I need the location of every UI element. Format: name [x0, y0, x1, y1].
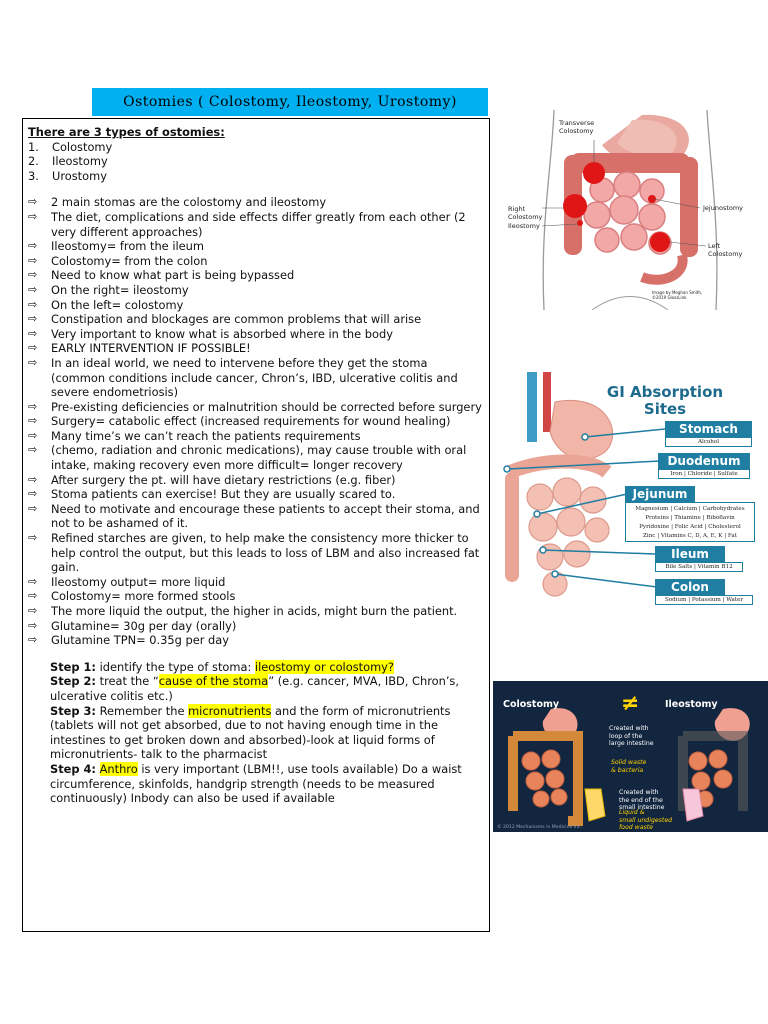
label-right-colostomy: Right Colostomy [508, 205, 543, 221]
arrow-icon: ⇨ [28, 414, 38, 428]
bullet-text: In an ideal world, we need to intervene before they get the stoma (common conditions include cancer, Chron’s, IBD, ulcerative colitis and severe endometriosis) [51, 355, 458, 400]
type-text: Colostomy [52, 139, 113, 154]
type-text: Urostomy [52, 168, 107, 183]
colostomy-vs-ileostomy-figure [493, 681, 768, 832]
step-4 [50, 762, 483, 806]
bullet-text: Very important to know what is absorbed where in the body [51, 326, 393, 341]
arrow-icon: ⇨ [28, 253, 38, 267]
arrow-icon: ⇨ [28, 574, 38, 588]
colostomy-title: Colostomy [503, 699, 560, 710]
arrow-icon: ⇨ [28, 589, 38, 603]
nutrients-ileum: Bile Salts | Vitamin B12 [655, 562, 743, 572]
bullet-item [28, 195, 483, 210]
arrow-icon: ⇨ [28, 604, 38, 617]
arrow-icon: ⇨ [28, 239, 38, 253]
bullet-item [28, 239, 483, 254]
ileostomy-waste-text: Liquid & small undigested food waste [619, 809, 673, 831]
bullet-text: Pre-existing deficiencies or malnutrition should be corrected before surgery [51, 399, 482, 414]
bullet-text: The diet, complications and side effects differ greatly from each other (2 very different approaches) [51, 209, 466, 239]
label-left-colostomy: Left Colostomy [708, 242, 743, 258]
arrow-icon: ⇨ [28, 531, 38, 545]
bullet-item [28, 604, 483, 619]
step-3-highlight: micronutrients [188, 703, 272, 718]
organ-duodenum: Duodenum [658, 453, 750, 469]
types-heading: There are 3 types of ostomies: [28, 125, 225, 139]
bullet-item [28, 283, 483, 298]
steps [50, 660, 483, 806]
ileostomy-title: Ileostomy [665, 699, 718, 710]
bullet-item [28, 443, 483, 472]
arrow-icon: ⇨ [28, 633, 38, 647]
bullet-text: Surgery= catabolic effect (increased requirements for wound healing) [51, 414, 451, 429]
notes-box [22, 118, 490, 932]
bullet-item [28, 400, 483, 415]
bullet-item [28, 341, 483, 356]
step-2-label: Step 2: [50, 674, 96, 689]
arrow-icon: ⇨ [28, 282, 38, 296]
step-1-text: identify the type of stoma: [95, 659, 255, 674]
type-text: Ileostomy [52, 154, 108, 169]
bullet-text: Ileostomy output= more liquid [51, 574, 226, 589]
bullet-text: Need to motivate and encourage these patients to accept their stoma, and not to be ashamed of it. [51, 501, 480, 531]
step-3-text-a: Remember the [95, 703, 189, 718]
title-bar [92, 88, 488, 116]
step-2 [50, 674, 483, 703]
bullet-item [28, 575, 483, 590]
ostomy-sites-figure [492, 105, 768, 310]
arrow-icon: ⇨ [28, 618, 38, 632]
bullet-text: After surgery the pt. will have dietary restrictions (e.g. fiber) [51, 472, 396, 487]
step-2-text-a: treat the “ [95, 674, 159, 689]
bullet-text: Glutamine TPN= 0.35g per day [51, 633, 229, 648]
types-list [28, 140, 483, 184]
step-4-label: Step 4: [50, 761, 96, 776]
bullet-item [28, 312, 483, 327]
not-equal-icon: ≠ [621, 691, 640, 716]
arrow-icon: ⇨ [28, 341, 38, 355]
type-item [28, 169, 483, 184]
type-item [28, 154, 483, 169]
image-credit: Image by Meghan Smith, ©2019 GlossLink [652, 290, 703, 300]
step-4-text: is very important (LBM!!, use tools available) Do a waist circumference, skinfolds, handgrip strength (needs to be measured continuously) Inbody can also be used if available [50, 761, 462, 806]
type-number: 2. [28, 154, 39, 169]
step-1 [50, 660, 483, 675]
arrow-icon: ⇨ [28, 209, 38, 223]
bullet-text: Colostomy= from the colon [51, 253, 208, 268]
ileostomy-created-text: Created with the end of the small intestine [619, 789, 665, 811]
bullet-text: Glutamine= 30g per day (orally) [51, 618, 237, 633]
arrow-icon: ⇨ [28, 268, 38, 282]
step-3-label: Step 3: [50, 703, 96, 718]
label-jejunostomy: Jejunostomy [703, 204, 744, 212]
organ-colon: Colon [655, 579, 725, 595]
label-transverse-colostomy: Transverse Colostomy [559, 119, 595, 135]
nutrients-colon: Sodium | Potassium | Water [655, 595, 753, 605]
organ-ileum: Ileum [655, 546, 725, 562]
nutrients-duodenum: Iron | Chloride | Sulfate [658, 469, 750, 479]
step-2-text-b: ” (e.g. cancer, MVA, IBD, Chron’s, ulcerative colitis etc.) [50, 674, 459, 703]
arrow-icon: ⇨ [28, 472, 38, 486]
type-number: 3. [28, 168, 39, 183]
arrow-icon: ⇨ [28, 297, 38, 311]
bullet-text: On the right= ileostomy [51, 282, 189, 297]
arrow-icon: ⇨ [28, 195, 38, 209]
nutrients-jejunum: Magnesium | Calcium | Carbohydrates Proteins | Thiamine | Riboflavin Pyridoxine | Folic Acid | Cholesterol Zinc | Vitamins C, D, A, E, K | Fat [625, 502, 755, 542]
bullet-item [28, 254, 483, 269]
arrow-icon: ⇨ [28, 428, 38, 442]
bullet-list [28, 195, 483, 647]
gi-title: GI Absorption Sites [606, 383, 724, 418]
bullet-item [28, 414, 483, 429]
bullet-item [28, 619, 483, 634]
step-1-label: Step 1: [50, 659, 96, 674]
arrow-icon: ⇨ [28, 326, 38, 340]
organ-jejunum: Jejunum [625, 486, 695, 502]
bullet-text: Stoma patients can exercise! But they are usually scared to. [51, 487, 396, 502]
gi-absorption-figure [495, 372, 768, 617]
bullet-text: 2 main stomas are the colostomy and ileostomy [51, 195, 327, 210]
page-title: Ostomies ( Colostomy, Ileostomy, Urostomy) [123, 94, 457, 110]
bullet-item [28, 268, 483, 283]
organ-stomach: Stomach [665, 421, 752, 437]
figure-copyright: © 2012 Mechanisms in Medicine Inc. [497, 825, 583, 830]
bullet-text: Need to know what part is being bypassed [51, 268, 295, 283]
bullet-text: Colostomy= more formed stools [51, 589, 236, 604]
bullet-item [28, 633, 483, 648]
colostomy-waste-text: Solid waste & bacteria [611, 759, 647, 774]
bullet-item [28, 210, 483, 239]
arrow-icon: ⇨ [28, 355, 38, 369]
nutrients-stomach: Alcohol [665, 437, 752, 447]
arrow-icon: ⇨ [28, 487, 38, 501]
step-2-highlight: cause of the stoma [158, 674, 269, 689]
bullet-item [28, 531, 483, 575]
bullet-item [28, 429, 483, 444]
bullet-text: EARLY INTERVENTION IF POSSIBLE! [51, 341, 251, 356]
arrow-icon: ⇨ [28, 399, 38, 413]
colostomy-created-text: Created with loop of the large intestine [609, 725, 654, 747]
bullet-text: Constipation and blockages are common problems that will arise [51, 312, 422, 327]
bullet-text: Refined starches are given, to help make the consistency more thicker to help control the output, but this leads to loss of LBM and also increased fat gain. [51, 531, 480, 575]
type-item [28, 140, 483, 155]
arrow-icon: ⇨ [28, 443, 38, 457]
step-3 [50, 704, 483, 762]
bullet-item [28, 327, 483, 342]
arrow-icon: ⇨ [28, 501, 38, 515]
bullet-text: On the left= colostomy [51, 297, 184, 312]
bullet-item [28, 298, 483, 313]
bullet-item [28, 589, 483, 604]
bullet-item [28, 487, 483, 502]
bullet-text: The more liquid the output, the higher in acids, might burn the patient. [51, 604, 458, 618]
bullet-item [28, 502, 483, 531]
step-1-highlight: ileostomy or colostomy? [254, 659, 394, 674]
step-3-text-b: and the form of micronutrients (tablets will not get absorbed, due to not having enough time in the intestines to get broken down and absorbed)-look at liquid forms of micronutrients- talk to the pharmacist [50, 703, 451, 762]
bullet-item [28, 356, 483, 400]
step-4-highlight: Anthro [99, 761, 138, 776]
arrow-icon: ⇨ [28, 312, 38, 326]
bullet-text: Many time’s we can’t reach the patients requirements [51, 428, 361, 443]
label-ileostomy: Ileostomy [508, 222, 540, 230]
type-number: 1. [28, 139, 39, 154]
bullet-item [28, 473, 483, 488]
bullet-text: (chemo, radiation and chronic medications), may cause trouble with oral intake, making recovery even more difficult= longer recovery [51, 443, 467, 473]
bullet-text: Ileostomy= from the ileum [51, 239, 204, 254]
